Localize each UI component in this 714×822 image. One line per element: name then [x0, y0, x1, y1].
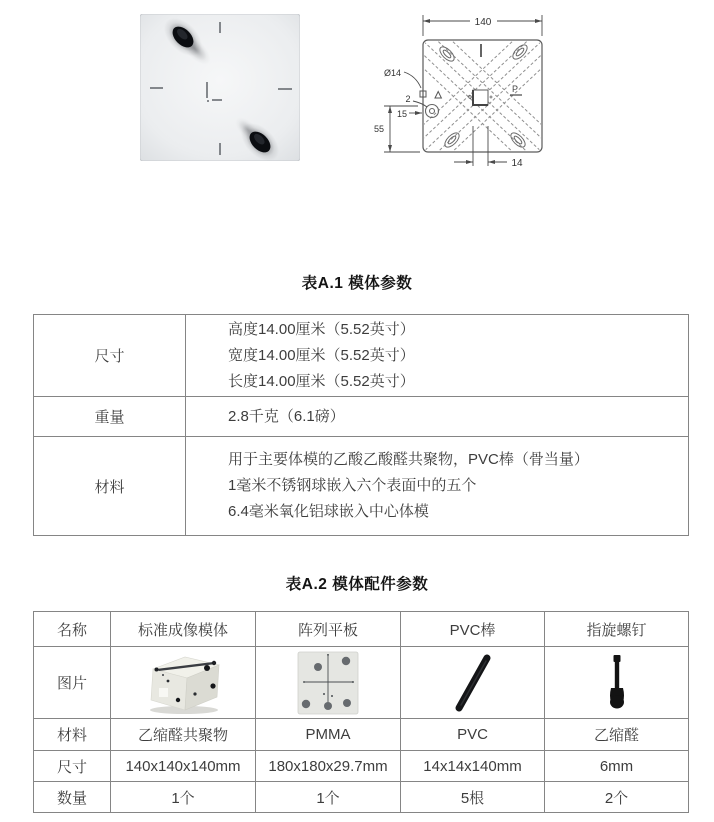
phantom-technical-drawing: [370, 0, 595, 180]
dim-14-label: 14: [511, 158, 523, 169]
width-line: 宽度14.00厘米（5.52英寸）: [228, 346, 415, 364]
material-pvc-rod: PVC: [401, 719, 545, 751]
material-line-1: 用于主要体模的乙酸乙酸醛共聚物，PVC棒（骨当量）: [228, 451, 589, 468]
size-row: [34, 751, 689, 782]
row-label-material: 材料: [34, 719, 111, 751]
size-thumb-screw: 6mm: [545, 751, 689, 782]
dim-2-label: 2: [405, 94, 411, 104]
table-row: [34, 315, 689, 397]
length-line: 长度14.00厘米（5.52英寸）: [228, 372, 415, 390]
material-value-cell: [186, 437, 689, 536]
quantity-standard-phantom: 1个: [111, 782, 256, 813]
table-row: [34, 437, 689, 536]
table-row: [34, 397, 689, 437]
quantity-row: [34, 782, 689, 813]
row-label-weight: 重量: [34, 397, 186, 437]
dim-15-label: 15: [396, 109, 408, 119]
height-line: 高度14.00厘米（5.52英寸）: [228, 320, 415, 338]
weight-value-cell: [186, 397, 689, 437]
header-pvc-rod: PVC棒: [401, 612, 545, 647]
header-thumb-screw: 指旋螺钉: [545, 612, 689, 647]
array-plate-image-cell: [256, 647, 401, 719]
image-row: [34, 647, 689, 719]
table-a2-title: 表A.2 模体配件参数: [285, 576, 429, 593]
pvc-rod-image: [413, 650, 533, 716]
row-label-image: 图片: [34, 647, 111, 719]
weight-line: 2.8千克（6.1磅）: [228, 407, 345, 425]
row-label-quantity: 数量: [34, 782, 111, 813]
material-row: [34, 719, 689, 751]
table-a1: [33, 314, 689, 536]
table-header-row: [34, 612, 689, 647]
dim-140-label: 140: [474, 17, 492, 28]
standard-imaging-phantom-image: [123, 650, 243, 716]
row-label-material: 材料: [34, 437, 186, 536]
array-plate-image: [268, 650, 388, 716]
dim-55-label: 55: [373, 124, 385, 134]
material-thumb-screw: 乙缩醛: [545, 719, 689, 751]
table-a2: [33, 611, 689, 813]
table-a1-title: 表A.1 模体参数: [301, 275, 413, 292]
material-array-plate: PMMA: [256, 719, 401, 751]
diameter-label: Ø14: [384, 68, 402, 78]
size-array-plate: 180x180x29.7mm: [256, 751, 401, 782]
pvc-rod-image-cell: [401, 647, 545, 719]
row-label-size: 尺寸: [34, 751, 111, 782]
material-standard-phantom: 乙缩醛共聚物: [111, 719, 256, 751]
size-pvc-rod: 14x14x140mm: [401, 751, 545, 782]
header-standard-phantom: 标准成像模体: [111, 612, 256, 647]
quantity-array-plate: 1个: [256, 782, 401, 813]
phantom-radiograph-image: [140, 14, 300, 161]
quantity-pvc-rod: 5根: [401, 782, 545, 813]
size-value-cell: [186, 315, 689, 397]
material-line-2: 1毫米不锈钢球嵌入六个表面中的五个: [228, 477, 477, 494]
row-label-size: 尺寸: [34, 315, 186, 397]
header-name: 名称: [34, 612, 111, 647]
material-line-3: 6.4毫米氧化铝球嵌入中心体模: [228, 503, 429, 520]
header-array-plate: 阵列平板: [256, 612, 401, 647]
thumb-screw-image: [557, 650, 677, 716]
standard-phantom-image-cell: [111, 647, 256, 719]
p-mark: P: [512, 84, 519, 94]
size-standard-phantom: 140x140x140mm: [111, 751, 256, 782]
quantity-thumb-screw: 2个: [545, 782, 689, 813]
thumb-screw-image-cell: [545, 647, 689, 719]
